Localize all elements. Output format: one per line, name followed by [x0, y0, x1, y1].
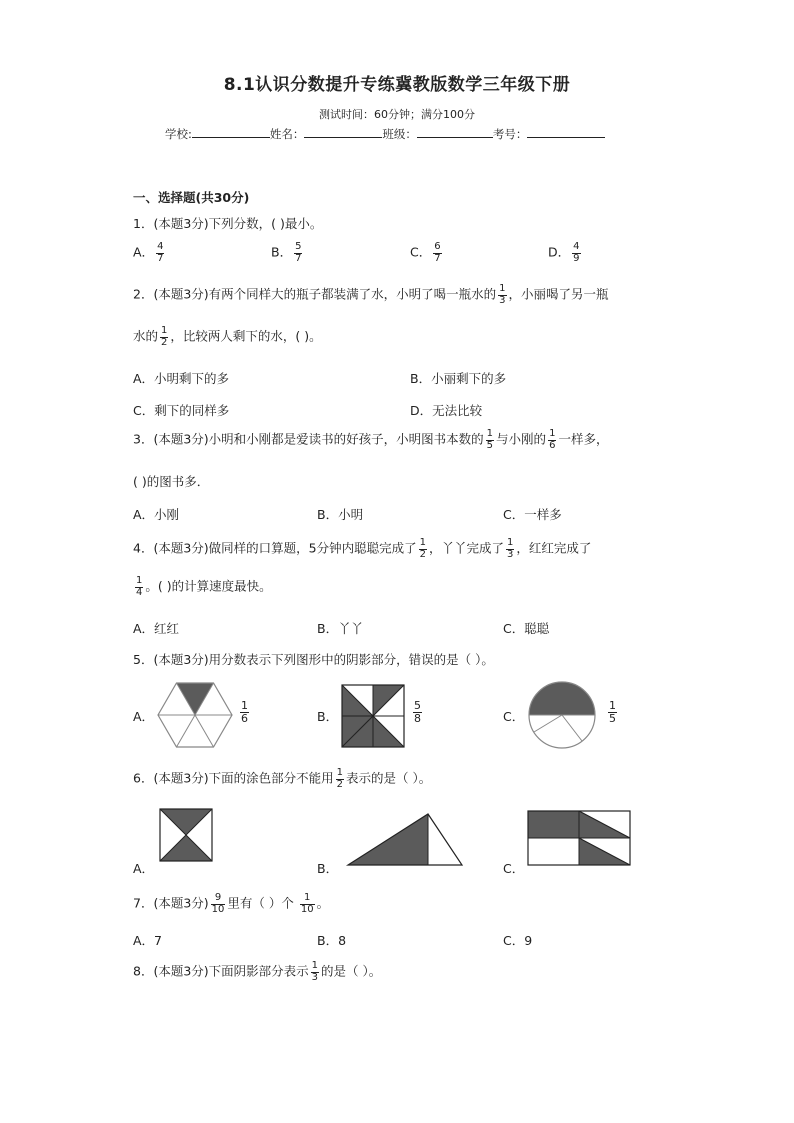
section-heading: 一、选择题(共30分) — [133, 190, 250, 205]
q4-option-a[interactable]: A．红红 — [133, 621, 180, 636]
question-2-line-1: 2．(本题3分)有两个同样大的瓶子都装满了水，小明了喝一瓶水的 $\frac{1}{3}$ ，小丽喝了另一瓶 — [133, 283, 609, 306]
class-label: 班级： — [382, 127, 417, 141]
question-7-text: 7．(本题3分) $\frac{9}{10}$ 里有（ ）个 $\frac{1}{10}$ 。 — [133, 892, 330, 915]
square-eighths-figure — [342, 685, 404, 747]
question-5-text: 5．(本题3分)用分数表示下列图形中的阴影部分，错误的是（ ）。 — [133, 652, 494, 667]
question-2-line-2: 水的 $\frac{1}{2}$ ，比较两人剩下的水，( )。 — [133, 325, 322, 348]
name-label: 姓名： — [269, 127, 305, 141]
q2-option-b[interactable]: B．小丽剩下的多 — [410, 371, 507, 386]
school-label: 学校: — [165, 127, 192, 141]
q7-option-c[interactable]: C．9 — [503, 933, 533, 948]
q1-option-d[interactable]: D． $\frac{4}{9}$ — [548, 241, 580, 264]
school-blank[interactable] — [192, 126, 270, 138]
q2-option-c[interactable]: C．剩下的同样多 — [133, 403, 230, 418]
circle-figure — [529, 682, 595, 748]
hourglass-square-figure — [160, 809, 212, 861]
q2-option-d[interactable]: D．无法比较 — [410, 403, 483, 418]
q5-option-a-fraction: $\frac{1}{6}$ — [241, 699, 248, 725]
q4-option-b[interactable]: B．丫丫 — [317, 621, 364, 636]
question-8-text: 8．(本题3分)下面阴影部分表示 $\frac{1}{3}$ 的是（ ）。 — [133, 960, 382, 983]
q7-option-b[interactable]: B．8 — [317, 933, 347, 948]
rectangle-grid-figure — [528, 811, 630, 865]
triangle-figure — [348, 814, 462, 866]
q6-option-b-label[interactable]: B． — [317, 861, 339, 876]
question-1-text: 1．(本题3分)下列分数，( )最小。 — [133, 216, 323, 231]
subtitle: 测试时间：60分钟；满分100分 — [319, 108, 475, 121]
q1-option-c[interactable]: C． $\frac{6}{7}$ — [410, 241, 441, 264]
number-label: 考号： — [492, 127, 528, 141]
q5-option-b-label[interactable]: B． — [317, 709, 339, 724]
q7-option-a[interactable]: A．7 — [133, 933, 163, 948]
q5-option-a-label[interactable]: A． — [133, 709, 155, 724]
q6-option-c-label[interactable]: C． — [503, 861, 525, 876]
q5-option-b-fraction: $\frac{5}{8}$ — [414, 699, 421, 725]
q6-option-a-label[interactable]: A． — [133, 861, 155, 876]
number-blank[interactable] — [527, 126, 605, 138]
hexagon-figure — [158, 683, 232, 747]
page-title: 8.1认识分数提升专练冀教版数学三年级下册 — [223, 75, 571, 95]
question-3-line-2: ( )的图书多． — [133, 474, 210, 489]
question-4-line-2: $\frac{1}{4}$ 。( )的计算速度最快。 — [136, 575, 272, 598]
q3-option-b[interactable]: B．小明 — [317, 507, 364, 522]
question-3-line-1: 3．(本题3分)小明和小刚都是爱读书的好孩子，小明图书本数的 $\frac{1}{5}$ 与小刚的 $\frac{1}{6}$ 一样多， — [133, 428, 609, 451]
q2-option-a[interactable]: A．小明剩下的多 — [133, 371, 230, 386]
q1-option-b[interactable]: B． $\frac{5}{7}$ — [271, 241, 302, 264]
q1-option-a[interactable]: A． $\frac{4}{7}$ — [133, 241, 164, 264]
q3-option-a[interactable]: A．小刚 — [133, 507, 180, 522]
question-6-text: 6．(本题3分)下面的涂色部分不能用 $\frac{1}{2}$ 表示的是（ ）。 — [133, 767, 432, 790]
q3-option-c[interactable]: C．一样多 — [503, 507, 562, 522]
class-blank[interactable] — [417, 126, 493, 138]
question-4-line-1: 4．(本题3分)做同样的口算题，5分钟内聪聪完成了 $\frac{1}{2}$ ，丫丫完成了 $\frac{1}{3}$ ，红红完成了 — [133, 537, 592, 560]
q5-option-c-label[interactable]: C． — [503, 709, 525, 724]
student-info-line — [165, 126, 605, 142]
q5-option-c-fraction: $\frac{1}{5}$ — [609, 699, 616, 725]
name-blank[interactable] — [304, 126, 382, 138]
q4-option-c[interactable]: C．聪聪 — [503, 621, 550, 636]
